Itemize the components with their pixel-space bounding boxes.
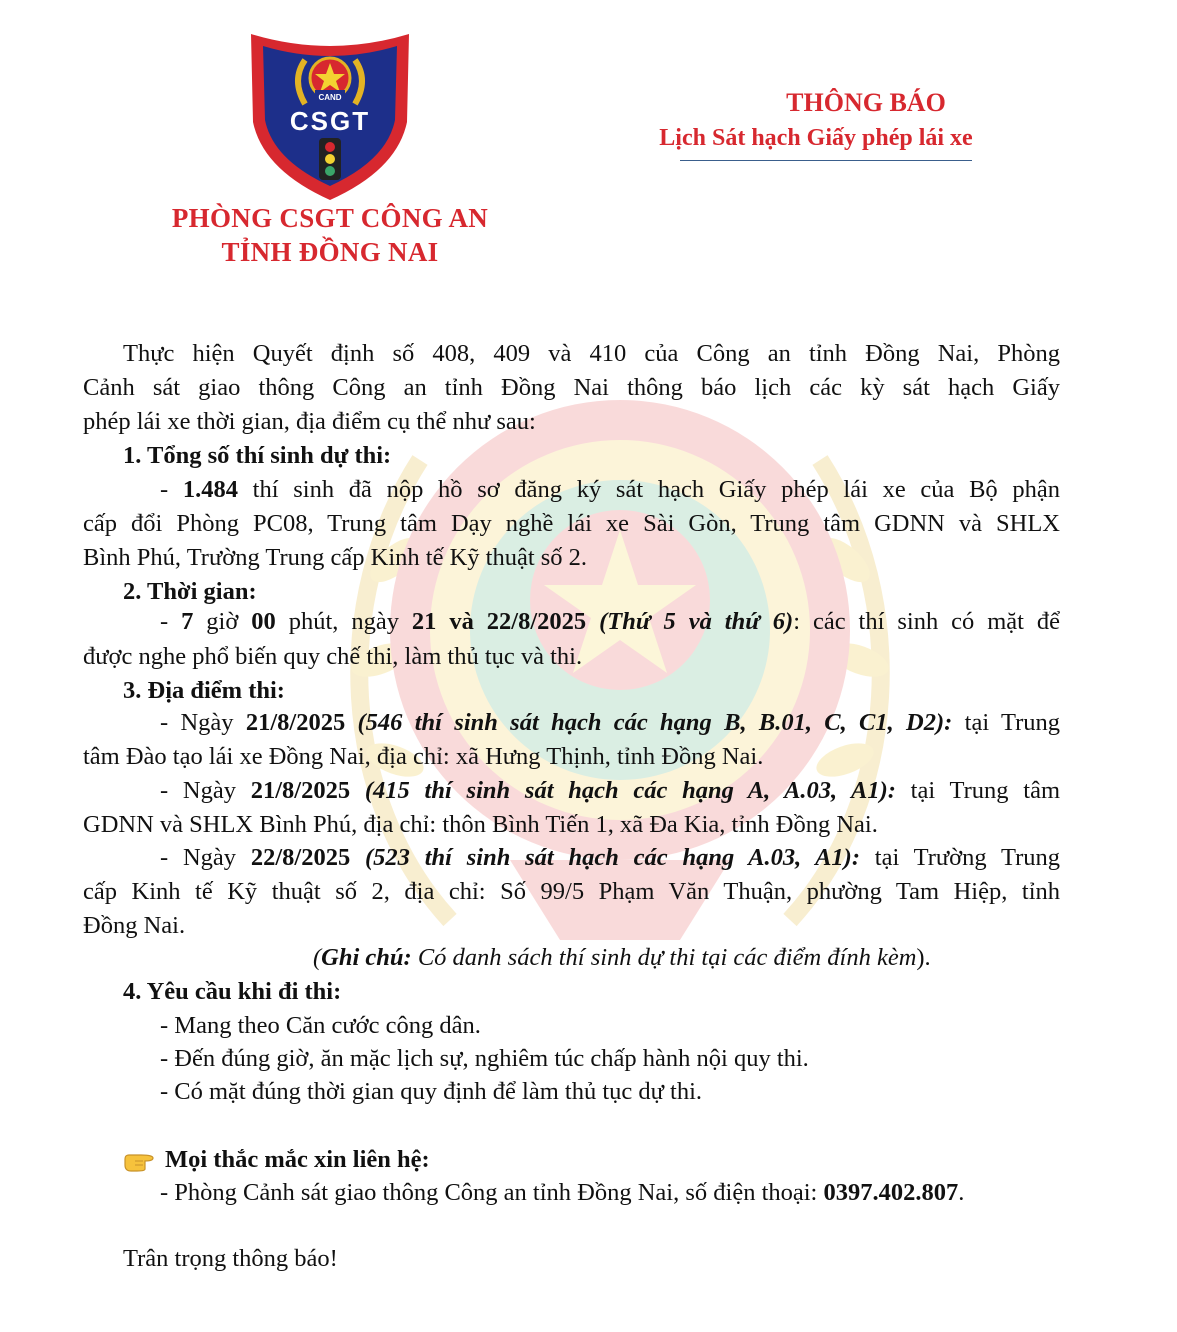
section-1-line-3: Bình Phú, Trường Trung cấp Kinh tế Kỹ thuật số 2.	[83, 544, 588, 571]
section-1-line-1: - 1.484 thí sinh đã nộp hồ sơ đăng ký sát hạch Giấy phép lái xe của Bộ phận	[160, 476, 1060, 503]
contact-line: - Phòng Cảnh sát giao thông Công an tỉnh Đồng Nai, số điện thoại: 0397.402.807.	[160, 1179, 965, 1206]
section-4-heading: 4. Yêu cầu khi đi thi:	[123, 978, 342, 1005]
closing-text: Trân trọng thông báo!	[123, 1245, 338, 1272]
exam-dates: 21 và 22/8/2025	[411, 608, 587, 635]
candidate-count: 1.484	[182, 476, 238, 503]
org-name-line2: TỈNH ĐỒNG NAI	[221, 237, 439, 267]
venue-3-line-1: - Ngày 22/8/2025 (523 thí sinh sát hạch các hạng A.03, A1): tại Trường Trung	[160, 844, 1060, 871]
contact-heading: Mọi thắc mắc xin liên hệ:	[165, 1146, 430, 1173]
requirement-item: - Có mặt đúng thời gian quy định để làm thủ tục dự thi.	[160, 1078, 703, 1105]
section-3-heading: 3. Địa điểm thi:	[123, 677, 285, 704]
venue-3-line-3: Đồng Nai.	[83, 912, 186, 939]
section-2-heading: 2. Thời gian:	[123, 578, 257, 605]
requirement-item: - Mang theo Căn cước công dân.	[160, 1012, 481, 1039]
intro-line-2: Cảnh sát giao thông Công an tỉnh Đồng Nai thông báo lịch các kỳ sát hạch Giấy	[83, 374, 1060, 401]
csgt-logo	[247, 30, 413, 202]
requirement-item: - Đến đúng giờ, ăn mặc lịch sự, nghiêm túc chấp hành nội quy thi.	[160, 1045, 809, 1072]
venue-1-line-2: tâm Đào tạo lái xe Đồng Nai, địa chỉ: xã Hưng Thịnh, tỉnh Đồng Nai.	[83, 743, 764, 770]
intro-line-3: phép lái xe thời gian, địa điểm cụ thể như sau:	[83, 408, 536, 435]
venue-3-line-2: cấp Kinh tế Kỹ thuật số 2, địa chỉ: Số 99/5 Phạm Văn Thuận, phường Tam Hiệp, tỉnh	[83, 878, 1060, 905]
logo-small-text: CAND	[318, 93, 342, 102]
logo-main-text: CSGT	[289, 106, 371, 136]
contact-phone: 0397.402.807	[823, 1179, 959, 1206]
section-1-line-2: cấp đổi Phòng PC08, Trung tâm Dạy nghề lái xe Sài Gòn, Trung tâm GDNN và SHLX	[83, 510, 1060, 537]
notice-title: THÔNG BÁO	[786, 88, 946, 117]
venue-2-line-1: - Ngày 21/8/2025 (415 thí sinh sát hạch các hạng A, A.03, A1): tại Trung tâm	[160, 777, 1060, 804]
section-2-line-1: - 7 giờ 00 phút, ngày 21 và 22/8/2025 (Thứ 5 và thứ 6): các thí sinh có mặt để	[160, 608, 1061, 635]
title-underline	[680, 160, 972, 161]
notice-subtitle: Lịch Sát hạch Giấy phép lái xe	[659, 125, 973, 151]
venue-2-line-2: GDNN và SHLX Bình Phú, địa chỉ: thôn Bình Tiến 1, xã Đa Kia, tỉnh Đồng Nai.	[83, 811, 878, 838]
org-name-line1: PHÒNG CSGT CÔNG AN	[171, 203, 489, 233]
venue-1-line-1: - Ngày 21/8/2025 (546 thí sinh sát hạch các hạng B, B.01, C, C1, D2): tại Trung	[160, 709, 1060, 736]
section-2-line-2: được nghe phổ biến quy chế thi, làm thủ tục và thi.	[83, 643, 583, 670]
pointing-hand-icon	[123, 1149, 155, 1173]
section-1-heading: 1. Tổng số thí sinh dự thi:	[123, 442, 392, 469]
attachment-note: (Ghi chú: Có danh sách thí sinh dự thi tại các điểm đính kèm).	[313, 944, 931, 971]
intro-line-1: Thực hiện Quyết định số 408, 409 và 410 của Công an tỉnh Đồng Nai, Phòng	[123, 340, 1060, 367]
